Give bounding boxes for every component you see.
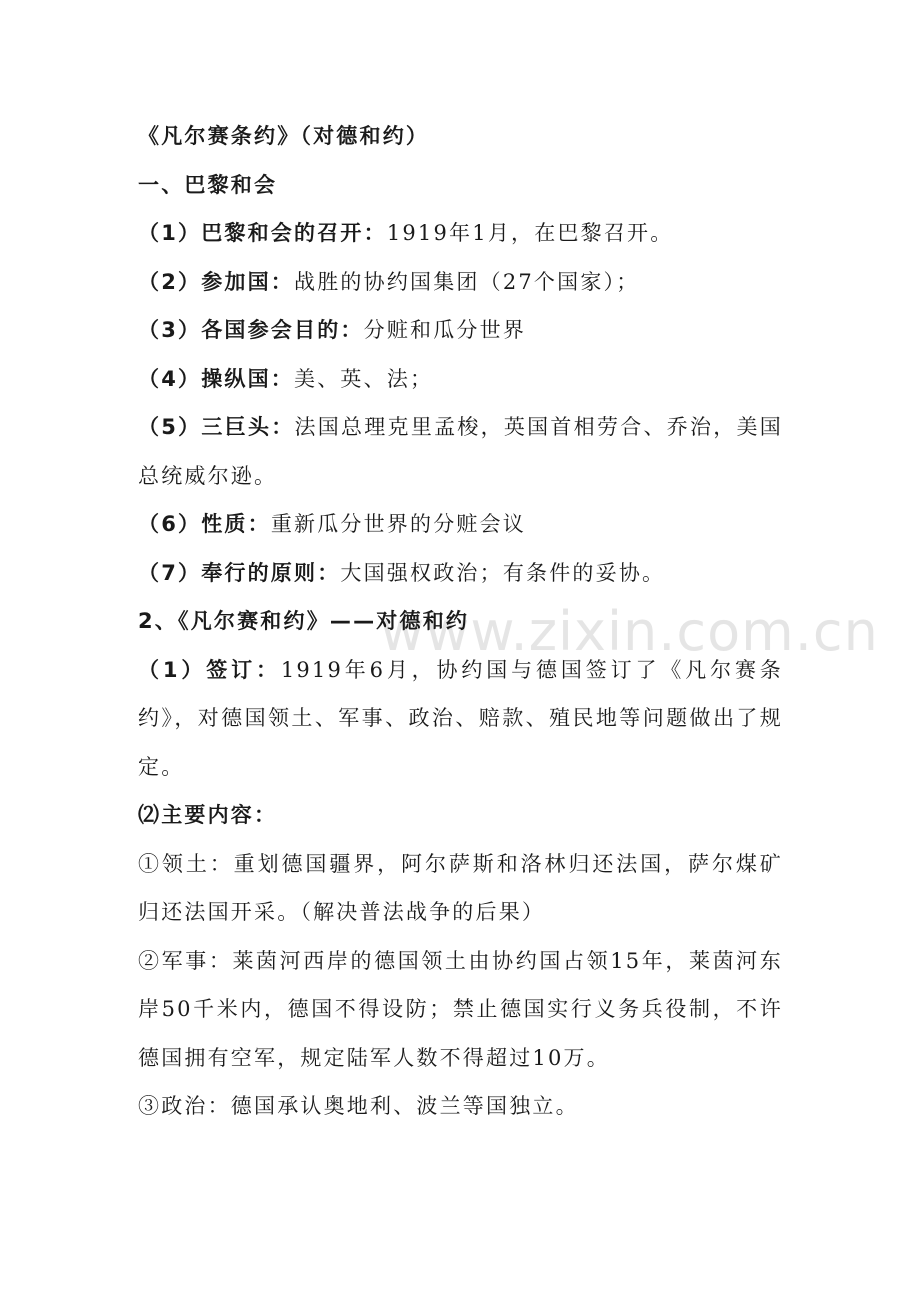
item-4-heading: （4）操纵国： — [138, 366, 295, 391]
item-5-text: 法国总理克里孟梭，英国首相劳合、乔治，美国总统威尔逊。 — [138, 415, 784, 488]
item-1-heading: （1）巴黎和会的召开： — [138, 221, 387, 245]
document-page — [138, 112, 783, 1131]
watermark: www.zixin.com.cn — [380, 600, 879, 663]
signing-heading: （1）签订： — [138, 657, 281, 682]
item-6-text: 重新瓜分世界的分赃会议 — [270, 512, 527, 536]
section-heading-2: 2、《凡尔赛和约》——对德和约 — [138, 609, 470, 633]
item-6-heading: （6）性质： — [138, 512, 271, 536]
item-5 — [138, 403, 783, 500]
item-2-heading: （2）参加国： — [138, 269, 295, 294]
item-2-text: 战胜的协约国集团（27个国家）； — [294, 269, 640, 294]
content-military: ②军事：莱茵河西岸的德国领土由协约国占领15年，莱茵河东岸50千米内，德国不得设防；禁止德国实行义务兵役制，不许德国拥有空军，规定陆军人数不得超过10万。 — [138, 948, 783, 1070]
item-4-text: 美、英、法； — [294, 366, 434, 391]
item-5-heading: （5）三巨头： — [138, 415, 295, 439]
section-heading-1: 一、巴黎和会 — [138, 172, 278, 197]
item-3 — [138, 306, 783, 355]
item-7 — [138, 549, 783, 598]
item-1 — [138, 209, 783, 258]
document-title: 《凡尔赛条约》（对德和约） — [138, 124, 430, 148]
item-7-heading: （7）奉行的原则： — [138, 560, 341, 585]
item-4 — [138, 355, 783, 404]
item-3-heading: （3）各国参会目的： — [138, 318, 364, 342]
signing-text: 1919年6月，协约国与德国签订了《凡尔赛条约》，对德国领土、军事、政治、赔款、殖民地等问题做出了规定。 — [138, 657, 784, 779]
content-territory: ①领土：重划德国疆界，阿尔萨斯和洛林归还法国，萨尔煤矿归还法国开采。（解决普法战争的后果） — [138, 851, 783, 924]
item-6 — [138, 500, 783, 549]
main-contents-heading: ⑵主要内容： — [138, 803, 278, 827]
item-2 — [138, 258, 783, 307]
content-politics: ③政治：德国承认奥地利、波兰等国独立。 — [138, 1094, 579, 1118]
signing-paragraph — [138, 646, 783, 792]
item-1-text: 1919年1月，在巴黎召开。 — [386, 221, 674, 245]
item-7-text: 大国强权政治；有条件的妥协。 — [340, 560, 666, 585]
item-3-text: 分赃和瓜分世界 — [363, 318, 527, 342]
